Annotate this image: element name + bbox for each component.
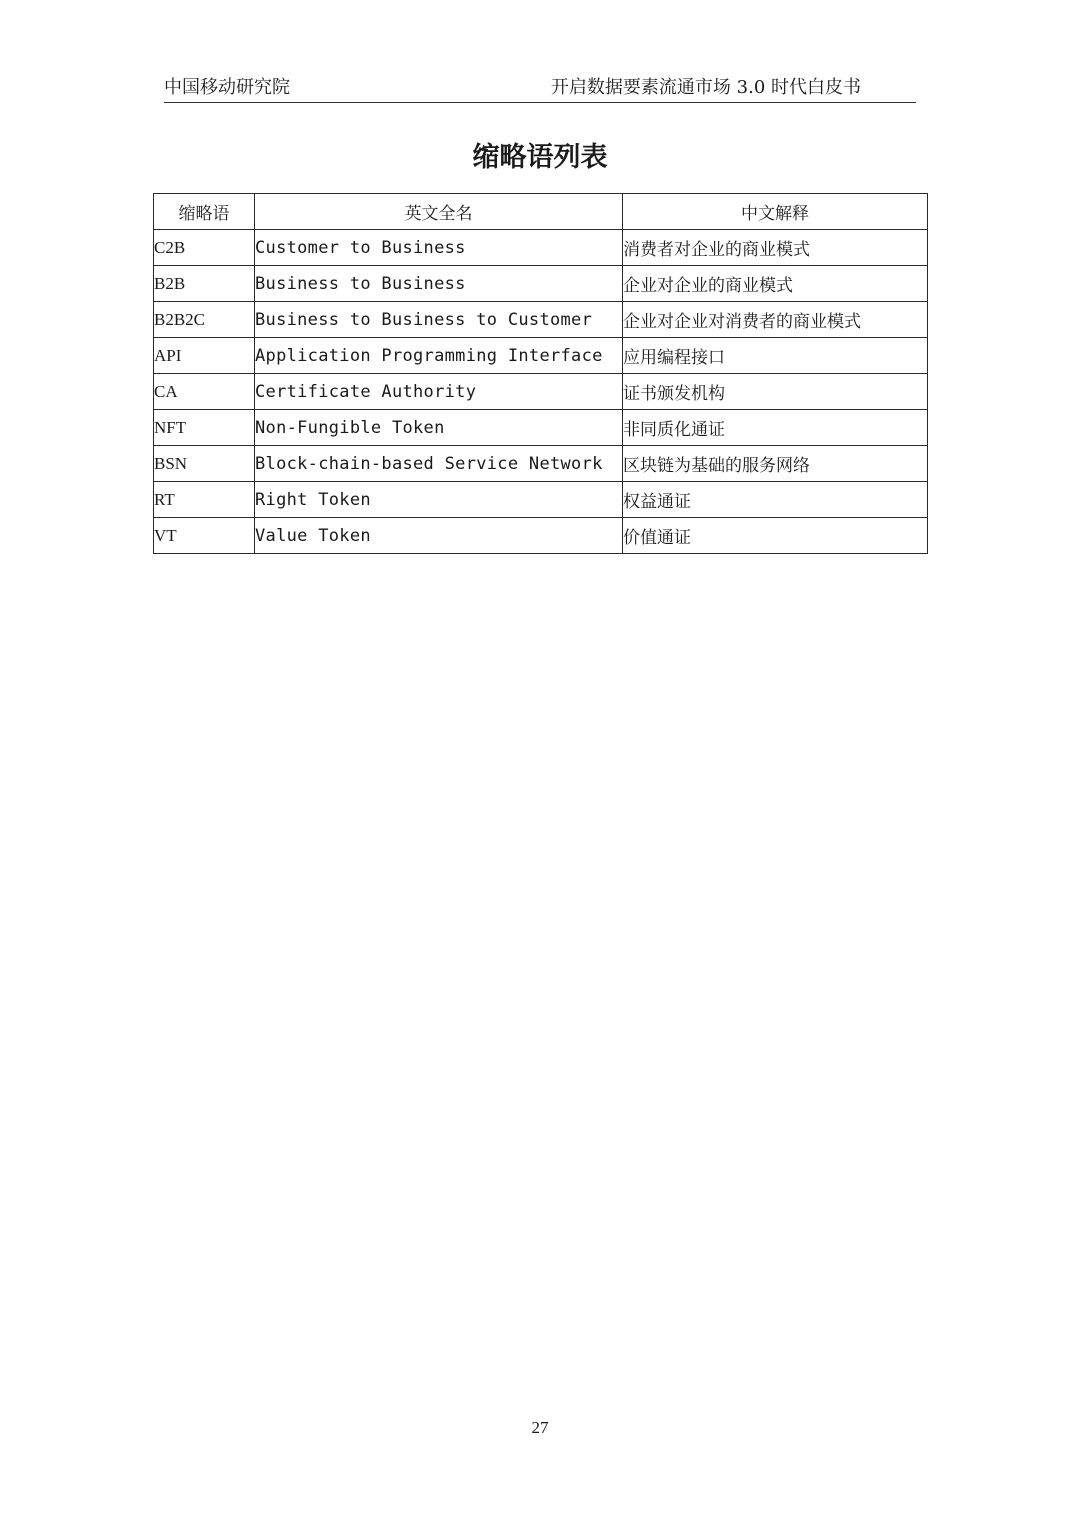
chinese-meaning-cell: 企业对企业的商业模式 [623, 266, 928, 302]
abbreviation-cell: B2B [154, 266, 255, 302]
english-name-cell: Certificate Authority [255, 374, 623, 410]
chinese-meaning-cell: 权益通证 [623, 482, 928, 518]
table-row [154, 230, 928, 266]
column-header-abbreviation: 缩略语 [154, 194, 255, 230]
chinese-meaning-cell: 区块链为基础的服务网络 [623, 446, 928, 482]
header-organization: 中国移动研究院 [164, 77, 290, 98]
english-name-cell: Value Token [255, 518, 623, 554]
abbreviation-cell: BSN [154, 446, 255, 482]
column-header-chinese-meaning: 中文解释 [623, 194, 928, 230]
english-name-cell: Block-chain-based Service Network [255, 446, 623, 482]
chinese-meaning-cell: 消费者对企业的商业模式 [623, 230, 928, 266]
abbreviation-cell: B2B2C [154, 302, 255, 338]
english-name-cell: Customer to Business [255, 230, 623, 266]
table-row [154, 446, 928, 482]
table-row [154, 410, 928, 446]
page-title: 缩略语列表 [472, 142, 608, 173]
abbreviation-table [153, 193, 928, 554]
english-name-cell: Business to Business to Customer [255, 302, 623, 338]
table-row [154, 338, 928, 374]
english-name-cell: Right Token [255, 482, 623, 518]
page-header [164, 76, 916, 103]
page-number: 27 [531, 1418, 549, 1437]
english-name-cell: Non-Fungible Token [255, 410, 623, 446]
table-row [154, 302, 928, 338]
chinese-meaning-cell: 应用编程接口 [623, 338, 928, 374]
abbreviation-cell: NFT [154, 410, 255, 446]
table-header-row [154, 194, 928, 230]
abbreviation-cell: VT [154, 518, 255, 554]
chinese-meaning-cell: 价值通证 [623, 518, 928, 554]
column-header-english-name: 英文全名 [255, 194, 623, 230]
header-document-title: 开启数据要素流通市场 3.0 时代白皮书 [550, 77, 861, 98]
chinese-meaning-cell: 证书颁发机构 [623, 374, 928, 410]
english-name-cell: Business to Business [255, 266, 623, 302]
table-row [154, 374, 928, 410]
table-row [154, 266, 928, 302]
abbreviation-cell: API [154, 338, 255, 374]
chinese-meaning-cell: 非同质化通证 [623, 410, 928, 446]
english-name-cell: Application Programming Interface [255, 338, 623, 374]
abbreviation-cell: RT [154, 482, 255, 518]
table-row [154, 518, 928, 554]
abbreviation-cell: CA [154, 374, 255, 410]
abbreviation-cell: C2B [154, 230, 255, 266]
chinese-meaning-cell: 企业对企业对消费者的商业模式 [623, 302, 928, 338]
table-row [154, 482, 928, 518]
